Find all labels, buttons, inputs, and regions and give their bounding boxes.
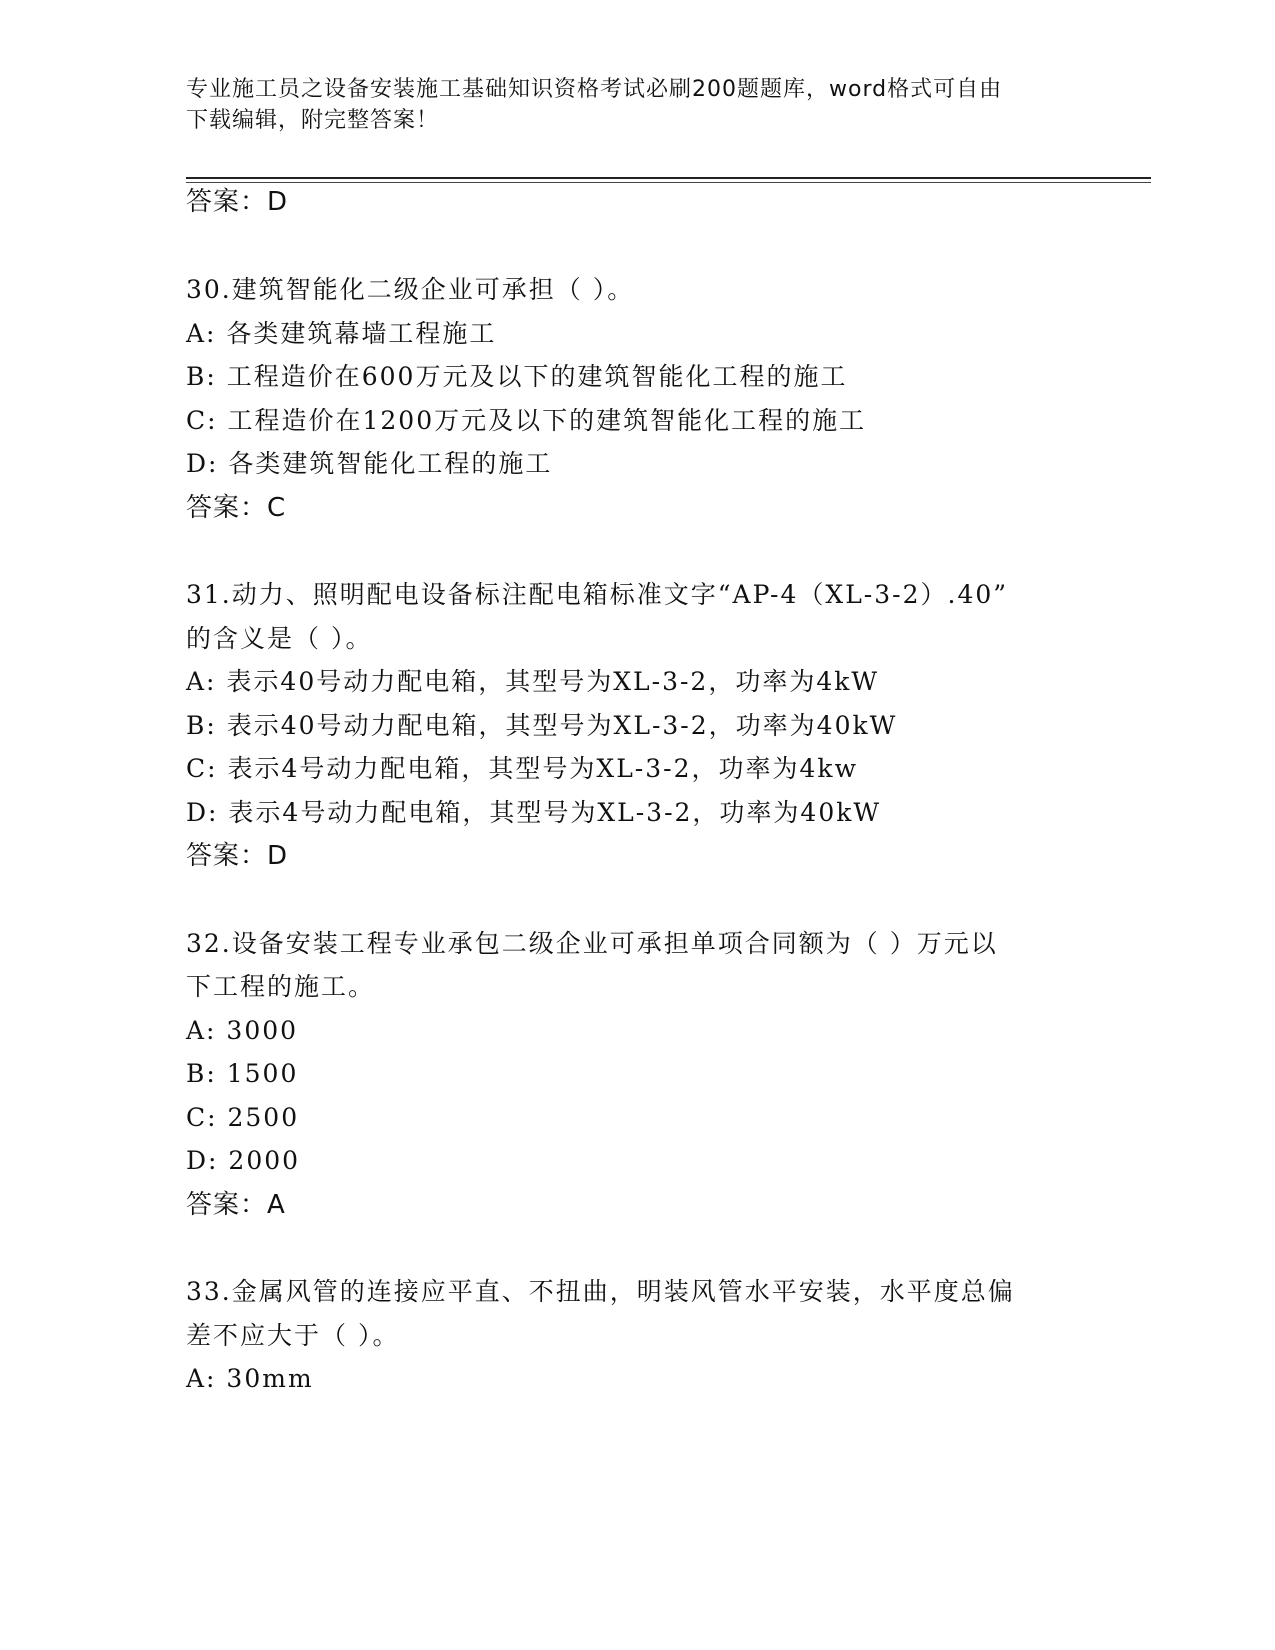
header-rule-thin — [186, 182, 1151, 183]
question-31-option-d: D: 表示4号动力配电箱，其型号为XL-3-2，功率为40kW — [186, 798, 882, 827]
question-33-stem-2: 差不应大于（ ）。 — [186, 1321, 400, 1350]
question-30-option-a: A: 各类建筑幕墙工程施工 — [186, 319, 497, 348]
header-line-2: 下载编辑，附完整答案！ — [186, 108, 440, 133]
question-30-stem-1: 30.建筑智能化二级企业可承担（ ）。 — [186, 275, 635, 304]
question-32-option-c: C: 2500 — [186, 1103, 300, 1132]
question-31-stem-1: 31.动力、照明配电设备标注配电箱标准文字“AP-4（XL-3-2）.40” — [186, 580, 1009, 609]
question-31-option-a: A: 表示40号动力配电箱，其型号为XL-3-2，功率为4kW — [186, 667, 880, 696]
question-30-option-d: D: 各类建筑智能化工程的施工 — [186, 449, 553, 478]
question-32-option-a: A: 3000 — [186, 1016, 299, 1045]
question-32-option-b: B: 1500 — [186, 1059, 299, 1088]
question-33-option-a: A: 30mm — [186, 1364, 314, 1393]
header-rule-thick — [186, 177, 1151, 179]
question-30-option-b: B: 工程造价在600万元及以下的建筑智能化工程的施工 — [186, 362, 848, 391]
question-31-option-c: C: 表示4号动力配电箱，其型号为XL-3-2，功率为4kw — [186, 754, 858, 783]
question-31-option-b: B: 表示40号动力配电箱，其型号为XL-3-2，功率为40kW — [186, 711, 898, 740]
prev-answer: 答案：D — [186, 187, 289, 217]
question-30-option-c: C: 工程造价在1200万元及以下的建筑智能化工程的施工 — [186, 406, 867, 435]
question-31-answer: 答案：D — [186, 841, 289, 871]
question-32-answer: 答案：A — [186, 1190, 286, 1220]
question-32-option-d: D: 2000 — [186, 1146, 301, 1175]
document-header — [186, 74, 1066, 136]
question-30-answer: 答案：C — [186, 493, 287, 523]
question-32-stem-1: 32.设备安装工程专业承包二级企业可承担单项合同额为（ ）万元以 — [186, 929, 998, 958]
header-line-1: 专业施工员之设备安装施工基础知识资格考试必刷200题题库，word格式可自由 — [186, 77, 1003, 102]
question-31-stem-2: 的含义是（ ）。 — [186, 624, 373, 653]
question-32-stem-2: 下工程的施工。 — [186, 972, 376, 1001]
question-33-stem-1: 33.金属风管的连接应平直、不扭曲，明装风管水平安装，水平度总偏 — [186, 1277, 1015, 1306]
